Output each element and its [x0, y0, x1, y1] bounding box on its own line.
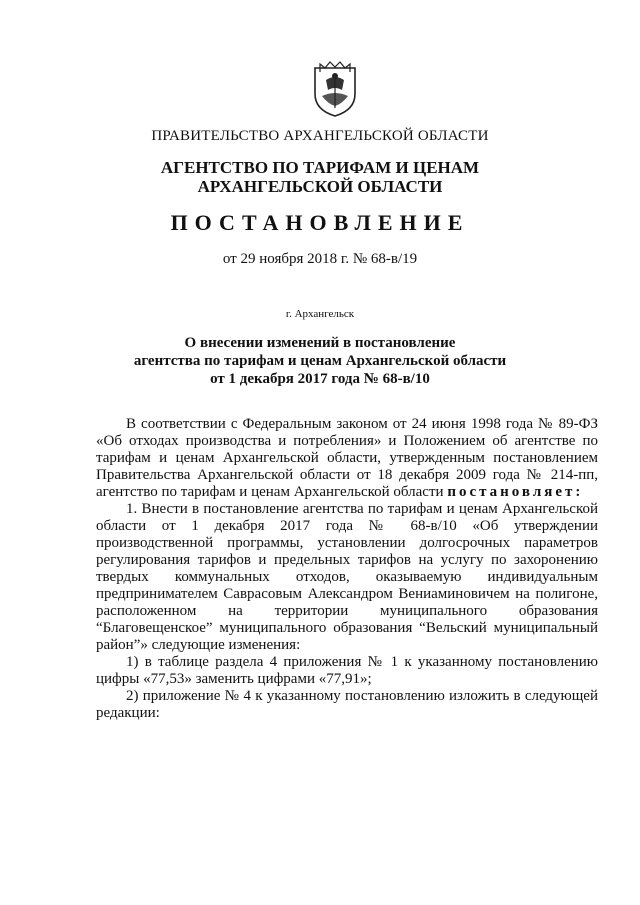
subject-line3: от 1 декабря 2017 года № 68-в/10 [210, 371, 430, 387]
document-subject [0, 334, 640, 388]
document-type: ПОСТАНОВЛЕНИЕ [170, 210, 470, 235]
agency-name-line1: АГЕНТСТВО ПО ТАРИФАМ И ЦЕНАМ [160, 158, 480, 177]
subject-line1: О внесении изменений в постановление [184, 335, 456, 351]
item-1-2: 2) приложение № 4 к указанному постановлению изложить в следующей редакции: [96, 688, 598, 721]
intro-text: В соответствии с Федеральным законом от 24 июня 1998 года № 89-ФЗ «Об отходах производства и потребления» и Положением об агентстве по тарифам и ценам Архангельской области, утвержденным постановлением Правительства Архангельской области от 18 декабря 2009 года № 214-пп, агентство по тарифам и ценам Архангельской области [96, 416, 598, 500]
coat-of-arms-icon [312, 60, 358, 118]
intro-paragraph [96, 416, 598, 501]
agency-name [0, 158, 640, 196]
resolves-word: постановляет: [447, 484, 584, 500]
government-name: ПРАВИТЕЛЬСТВО АРХАНГЕЛЬСКОЙ ОБЛАСТИ [151, 128, 489, 144]
document-date-number: от 29 ноября 2018 г. № 68-в/19 [222, 251, 418, 267]
document-body [96, 416, 598, 722]
subject-line2: агентства по тарифам и ценам Архангельской области [133, 353, 507, 369]
item-1: 1. Внести в постановление агентства по тарифам и ценам Архангельской области от 1 декабря 2017 года № 68-в/10 «Об утверждении производственной программы, установлении долгосрочных параметров регулирования тарифов и предельных тарифов на услугу по захоронению твердых коммунальных отходов, оказываемую индивидуальным предпринимателем Саврасовым Александром Вениаминовичем на полигоне, расположенном на территории муниципального образования “Благовещенское” муниципального образования “Вельский муниципальный район”» следующие изменения: [96, 501, 598, 653]
agency-name-line2: АРХАНГЕЛЬСКОЙ ОБЛАСТИ [197, 177, 443, 196]
item-1-1: 1) в таблице раздела 4 приложения № 1 к указанному постановлению цифры «77,53» заменить цифрами «77,91»; [96, 654, 598, 687]
document-city: г. Архангельск [285, 308, 355, 320]
